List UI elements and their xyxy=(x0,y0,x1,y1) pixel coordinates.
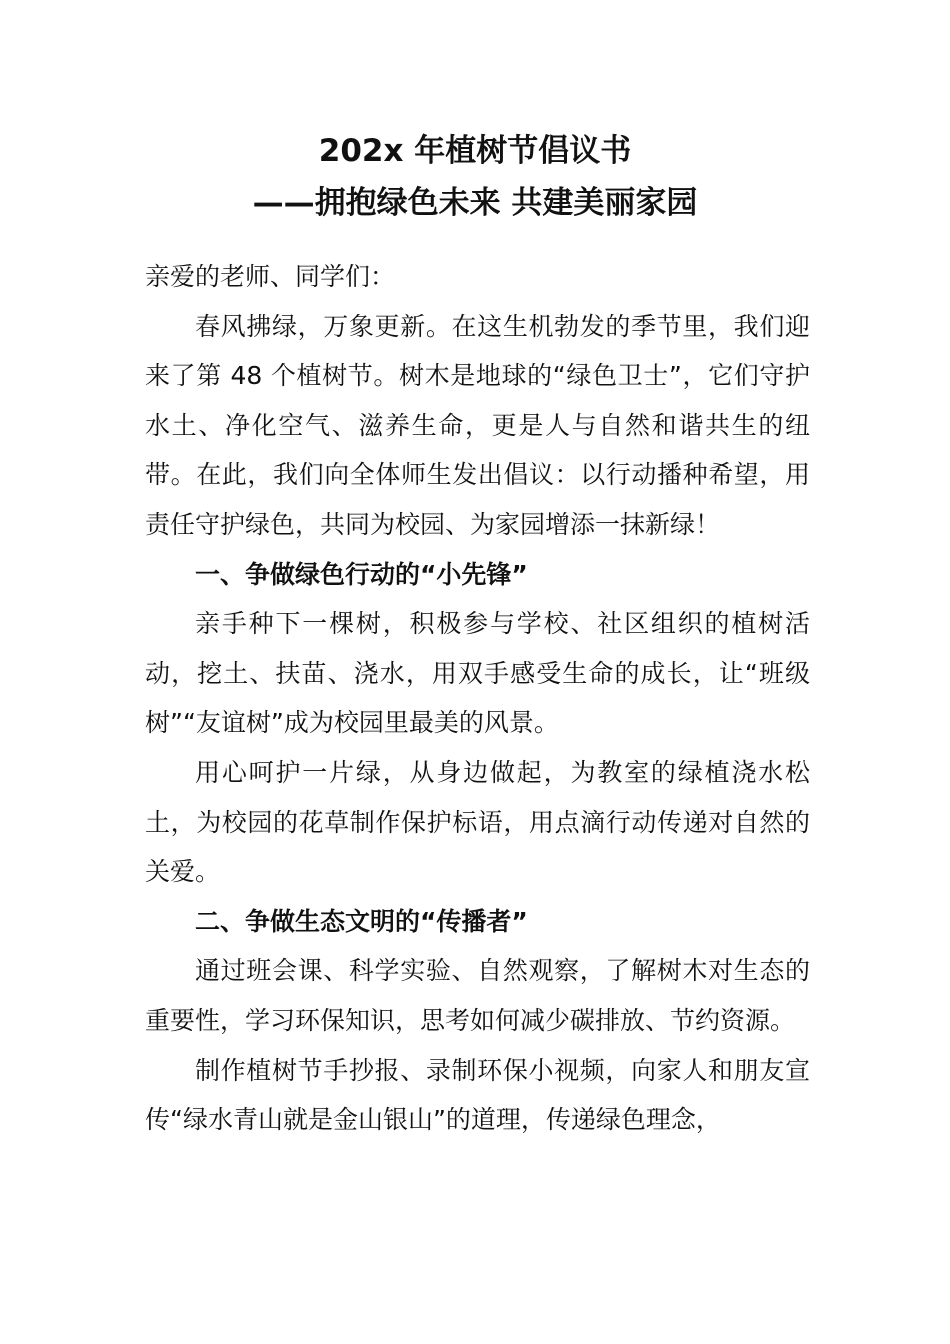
body-paragraph: 用心呵护一片绿，从身边做起，为教室的绿植浇水松土，为校园的花草制作保护标语，用点滴行动传递对自然的关爱。 xyxy=(145,757,810,887)
body-paragraph: 制作植树节手抄报、录制环保小视频，向家人和朋友宣传“绿水青山就是金山银山”的道理，传递绿色理念， xyxy=(145,1055,810,1135)
document-title: 202x 年植树节倡议书 xyxy=(318,133,632,169)
section-heading: 二、争做生态文明的“传播者” xyxy=(195,906,528,936)
body-paragraph: 亲手种下一棵树，积极参与学校、社区组织的植树活动，挖土、扶苗、浇水，用双手感受生命的成长，让“班级树”“友谊树”成为校园里最美的风景。 xyxy=(145,609,810,738)
intro-paragraph: 春风拂绿，万象更新。在这生机勃发的季节里，我们迎来了第 48 个植树节。树木是地球的“绿色卫士”，它们守护水土、净化空气、滋养生命，更是人与自然和谐共生的纽带。在此，我们向全体师生发出倡议：以行动播种希望，用责任守护绿色，共同为校园、为家园增添一抹新绿！ xyxy=(145,311,810,539)
body-paragraph: 通过班会课、科学实验、自然观察，了解树木对生态的重要性，学习环保知识，思考如何减少碳排放、节约资源。 xyxy=(145,956,810,1035)
salutation: 亲爱的老师、同学们： xyxy=(145,262,396,291)
document-subtitle: ——拥抱绿色未来 共建美丽家园 xyxy=(252,185,698,221)
document-body xyxy=(145,252,810,1145)
section-heading: 一、争做绿色行动的“小先锋” xyxy=(195,559,528,589)
